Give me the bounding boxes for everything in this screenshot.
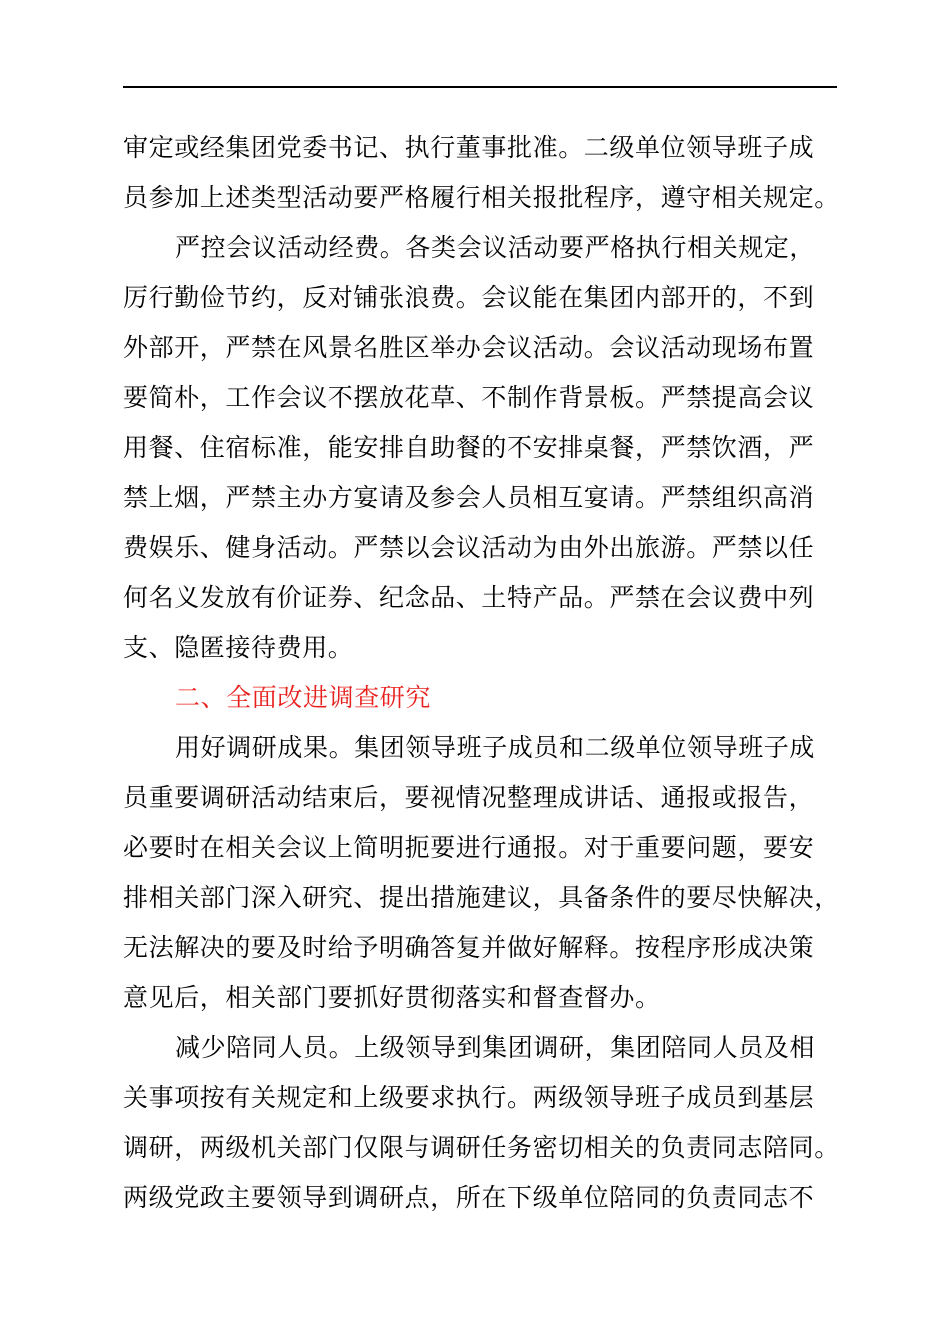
text-line: 要简朴，工作会议不摆放花草、不制作背景板。严禁提高会议 bbox=[123, 383, 815, 412]
text-line: 用好调研成果。集团领导班子成员和二级单位领导班子成 bbox=[175, 733, 816, 762]
text-line: 审定或经集团党委书记、执行董事批准。二级单位领导班子成 bbox=[123, 133, 815, 162]
text-line: 费娱乐、健身活动。严禁以会议活动为由外出旅游。严禁以任 bbox=[123, 533, 815, 562]
text-line: 关事项按有关规定和上级要求执行。两级领导班子成员到基层 bbox=[123, 1083, 815, 1112]
text-line: 用餐、住宿标准，能安排自助餐的不安排桌餐，严禁饮酒，严 bbox=[123, 433, 815, 462]
document-body bbox=[123, 123, 863, 1223]
text-line: 必要时在相关会议上简明扼要进行通报。对于重要问题，要安 bbox=[123, 833, 815, 862]
section-heading: 二、全面改进调查研究 bbox=[175, 683, 432, 712]
text-line: 厉行勤俭节约，反对铺张浪费。会议能在集团内部开的，不到 bbox=[123, 283, 815, 312]
text-line: 两级党政主要领导到调研点，所在下级单位陪同的负责同志不 bbox=[123, 1183, 815, 1212]
text-line: 减少陪同人员。上级领导到集团调研，集团陪同人员及相 bbox=[175, 1033, 816, 1062]
text-line: 意见后，相关部门要抓好贯彻落实和督查督办。 bbox=[123, 983, 661, 1012]
text-line: 排相关部门深入研究、提出措施建议，具备条件的要尽快解决， bbox=[123, 883, 840, 912]
text-line: 无法解决的要及时给予明确答复并做好解释。按程序形成决策 bbox=[123, 933, 815, 962]
text-line: 员重要调研活动结束后，要视情况整理成讲话、通报或报告， bbox=[123, 783, 815, 812]
text-line: 禁上烟，严禁主办方宴请及参会人员相互宴请。严禁组织高消 bbox=[123, 483, 815, 512]
header-rule bbox=[123, 86, 837, 88]
text-line: 支、隐匿接待费用。 bbox=[123, 633, 354, 662]
text-line: 外部开，严禁在风景名胜区举办会议活动。会议活动现场布置 bbox=[123, 333, 815, 362]
text-line: 调研，两级机关部门仅限与调研任务密切相关的负责同志陪同。 bbox=[123, 1133, 840, 1162]
text-line: 员参加上述类型活动要严格履行相关报批程序，遵守相关规定。 bbox=[123, 183, 840, 212]
text-line: 何名义发放有价证券、纪念品、土特产品。严禁在会议费中列 bbox=[123, 583, 815, 612]
text-line: 严控会议活动经费。各类会议活动要严格执行相关规定， bbox=[175, 233, 816, 262]
